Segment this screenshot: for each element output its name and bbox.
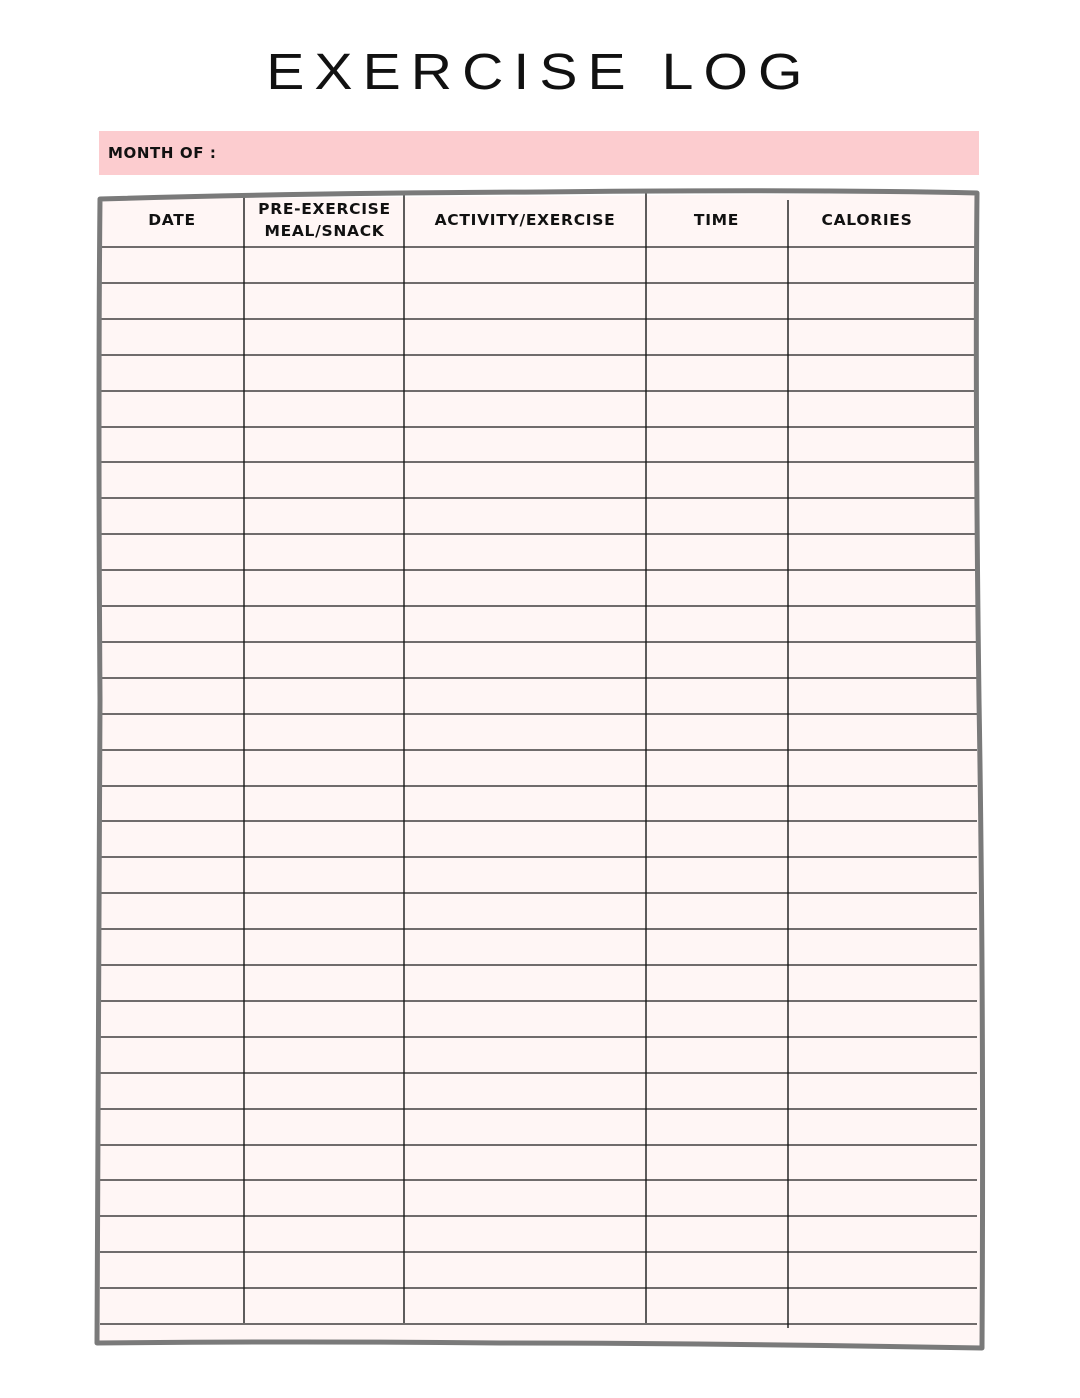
column-header-pre-exercise — [245, 192, 404, 248]
column-header-meal-line1: PRE-EXERCISE — [258, 200, 391, 218]
column-header-meal-line2: MEAL/SNACK — [264, 222, 385, 240]
column-header-date: DATE — [148, 211, 196, 229]
column-header-time: TIME — [693, 211, 740, 229]
page-title: EXERCISE LOG — [266, 43, 813, 100]
table-fill — [99, 193, 982, 1347]
month-label: MONTH OF : — [108, 144, 217, 162]
column-header-calories: CALORIES — [821, 211, 913, 229]
column-header-activity: ACTIVITY/EXERCISE — [434, 211, 616, 229]
